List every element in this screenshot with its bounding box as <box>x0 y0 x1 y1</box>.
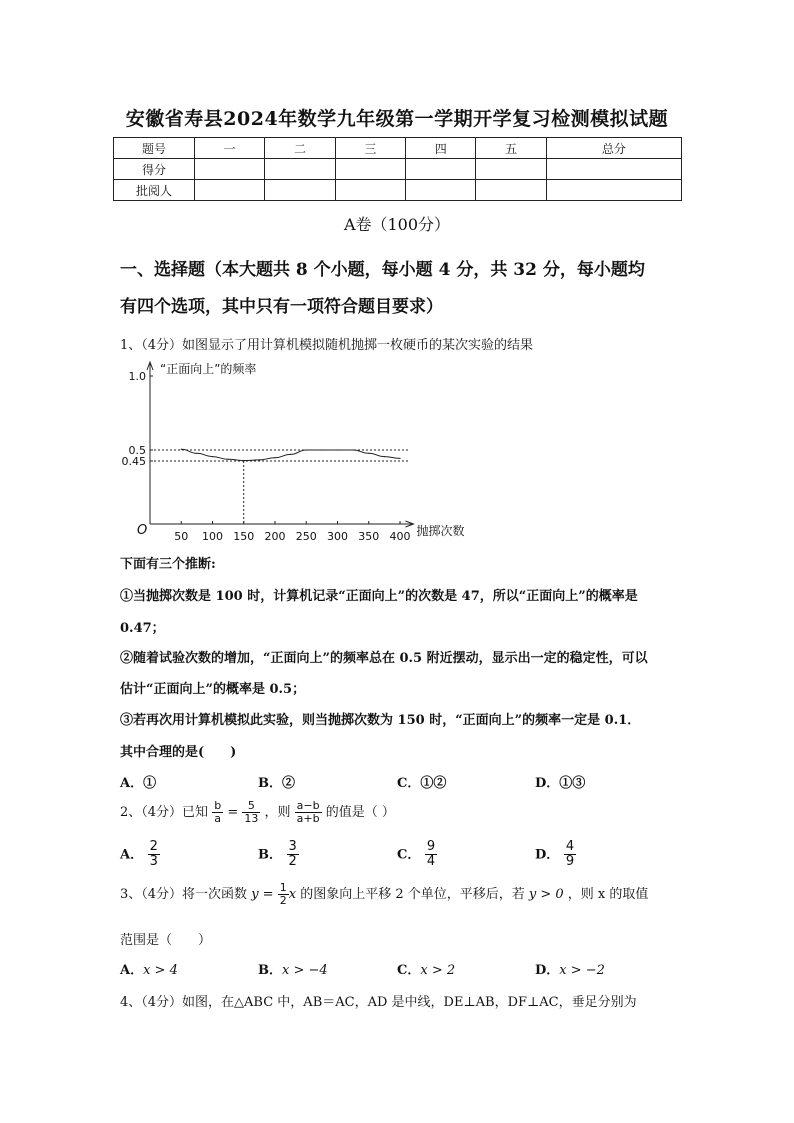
data-point <box>243 460 244 461</box>
option-label: B． <box>258 963 282 978</box>
x-tick-label: 200 <box>264 530 286 543</box>
option-label: B． <box>258 847 282 863</box>
option-expression: x > 2 <box>420 963 456 978</box>
fraction-denominator: 13 <box>244 812 259 826</box>
q1-statement-2-cont: 估计“正面向上”的概率是 0.5； <box>120 682 306 697</box>
page-title: 安徽省寿县2024年数学九年级第一学期开学复习检测模拟试题 <box>125 108 669 130</box>
q2-stem <box>120 800 395 825</box>
q3-stem-cont: 范围是（ ） <box>120 933 212 948</box>
table-cell[interactable] <box>406 180 476 201</box>
q2-suffix: 的值是（ ） <box>325 805 395 821</box>
fraction-numerator: b <box>214 799 222 812</box>
chart-title: “正面向上”的频率 <box>160 362 257 376</box>
table-cell: 一 <box>195 138 265 159</box>
data-point <box>212 456 213 457</box>
q2-mid: ，则 <box>264 805 291 821</box>
q1-option-d[interactable]: D．①③ <box>535 776 586 791</box>
fraction-numerator: a−b <box>296 799 320 812</box>
fraction-numerator: 3 <box>288 839 297 854</box>
fraction-numerator: 2 <box>149 839 158 854</box>
q2-option-a[interactable] <box>120 840 160 870</box>
option-expression: x > 4 <box>143 963 178 978</box>
table-cell[interactable] <box>265 180 335 201</box>
data-point <box>384 456 385 457</box>
q3-option-d[interactable] <box>535 959 605 978</box>
table-cell: 二 <box>265 138 335 159</box>
x-tick-label: 350 <box>358 530 380 543</box>
fraction-numerator: 9 <box>426 839 436 854</box>
table-cell[interactable] <box>406 159 476 180</box>
table-cell: 五 <box>476 138 546 159</box>
fraction-denominator: a <box>214 812 222 826</box>
q3-suffix: ，则 x 的取值 <box>567 887 649 903</box>
q1-option-a[interactable]: A．① <box>120 776 157 791</box>
table-cell[interactable] <box>265 159 335 180</box>
data-point <box>353 449 354 450</box>
data-point <box>399 458 400 459</box>
data-point <box>274 457 275 458</box>
q2-option-b[interactable] <box>258 840 299 870</box>
table-cell: 题号 <box>114 138 195 159</box>
q2-value-fraction <box>242 800 260 825</box>
table-cell: 四 <box>406 138 476 159</box>
data-point <box>337 449 338 450</box>
x-tick-label: 150 <box>233 530 255 543</box>
x-tick-label: 300 <box>327 530 348 543</box>
q1-statement-1: ①当抛掷次数是 100 时，计算机记录“正面向上”的次数是 47，所以“正面向上”的概率是 <box>120 589 638 604</box>
fraction-numerator: 1 <box>279 881 287 894</box>
x-tick-label: 400 <box>389 530 411 543</box>
table-cell[interactable] <box>476 180 546 201</box>
table-cell[interactable] <box>335 180 405 201</box>
fraction-numerator: 4 <box>565 839 575 854</box>
option-label: A． <box>120 847 144 863</box>
q3-coefficient-fraction <box>278 882 289 907</box>
option-label: D． <box>535 963 560 978</box>
origin-label: O <box>137 523 148 538</box>
q2-expression-fraction <box>295 800 322 825</box>
data-point <box>290 454 291 455</box>
table-cell: 批阅人 <box>114 180 195 201</box>
part-title-line1: 一、选择题（本大题共 8 个小题，每小题 4 分，共 32 分，每小题均 <box>120 260 645 280</box>
table-row <box>114 180 682 201</box>
q3-option-a[interactable] <box>120 959 178 978</box>
option-expression: x > −2 <box>559 963 605 978</box>
q2-option-d[interactable] <box>535 840 576 870</box>
data-point <box>321 449 322 450</box>
table-cell[interactable] <box>195 180 265 201</box>
q2-option-c[interactable] <box>397 840 437 870</box>
fraction-numerator: 5 <box>242 800 260 813</box>
q3-option-b[interactable] <box>258 959 328 978</box>
q3-stem <box>120 882 648 907</box>
q3-function-y: y = <box>251 887 274 903</box>
fraction-denominator: 9 <box>565 854 575 870</box>
part-title-line2: 有四个选项，其中只有一项符合题目要求） <box>120 297 443 317</box>
fraction-denominator: 3 <box>149 854 158 870</box>
table-row <box>114 138 682 159</box>
data-point <box>368 453 369 454</box>
table-row <box>114 159 682 180</box>
table-cell[interactable] <box>476 159 546 180</box>
q2-given-fraction <box>212 800 223 825</box>
y-tick-label: 0.45 <box>121 455 146 468</box>
data-point <box>228 459 229 460</box>
fraction-denominator: 2 <box>288 854 297 870</box>
option-fraction <box>425 840 437 870</box>
option-expression: x > −4 <box>282 963 328 978</box>
equals-sign: = <box>227 805 239 821</box>
option-label: C． <box>397 847 421 863</box>
data-point <box>196 453 197 454</box>
x-tick-label: 100 <box>202 530 223 543</box>
q3-condition: y > 0 <box>528 887 564 903</box>
table-cell: 总分 <box>546 138 681 159</box>
q1-stem: 1、（4分）如图显示了用计算机模拟随机抛掷一枚硬币的某次实验的结果 <box>120 338 534 353</box>
q3-prefix: 3、（4分）将一次函数 <box>120 887 248 903</box>
q1-option-c[interactable]: C．①② <box>397 776 447 791</box>
section-heading: A卷（100分） <box>343 215 451 234</box>
q2-prefix: 2、（4分）已知 <box>120 805 209 821</box>
y-tick-label: 1.0 <box>128 370 146 383</box>
table-cell[interactable] <box>546 180 681 201</box>
x-tick-label: 250 <box>295 530 317 543</box>
q1-intro: 下面有三个推断: <box>120 557 216 572</box>
option-label: A． <box>120 963 144 978</box>
table-cell[interactable] <box>546 159 681 180</box>
option-label: C． <box>397 963 421 978</box>
data-point <box>306 449 307 450</box>
fraction-denominator: a+b <box>296 812 320 826</box>
option-label: D． <box>535 847 560 863</box>
x-tick-label: 50 <box>174 530 189 543</box>
score-table <box>113 137 682 201</box>
fraction-denominator: 4 <box>426 854 436 870</box>
q1-statement-3: ③若再次用计算机模拟此实验，则当抛掷次数为 150 时，“正面向上”的频率一定是 0.1． <box>120 713 641 728</box>
option-fraction <box>148 840 160 870</box>
data-point <box>259 459 260 460</box>
q1-statement-1-cont: 0.47； <box>120 621 165 636</box>
table-cell[interactable] <box>335 159 405 180</box>
option-fraction <box>564 840 576 870</box>
table-cell: 得分 <box>114 159 195 180</box>
q3-option-c[interactable] <box>397 959 455 978</box>
table-cell[interactable] <box>195 159 265 180</box>
x-axis-label: 抛掷次数 <box>416 524 465 538</box>
q3-mid: 的图象向上平移 2 个单位，平移后，若 <box>300 887 525 903</box>
y-tick-label: 0.5 <box>128 444 146 457</box>
fraction-denominator: 2 <box>279 894 287 908</box>
data-point <box>181 449 182 450</box>
q3-function-x: x <box>288 887 297 903</box>
q1-statement-2: ②随着试验次数的增加，“正面向上”的频率总在 0.5 附近摆动，显示出一定的稳定性，可以 <box>120 651 648 666</box>
option-fraction <box>287 840 299 870</box>
q1-question: 其中合理的是( ) <box>120 745 237 760</box>
q1-option-b[interactable]: B．② <box>258 776 295 791</box>
table-cell: 三 <box>335 138 405 159</box>
frequency-chart <box>118 356 478 548</box>
q4-stem: 4、（4分）如图，在△ABC 中，AB＝AC，AD 是中线，DE⊥AB，DF⊥AC，垂足分别为 <box>120 995 637 1010</box>
